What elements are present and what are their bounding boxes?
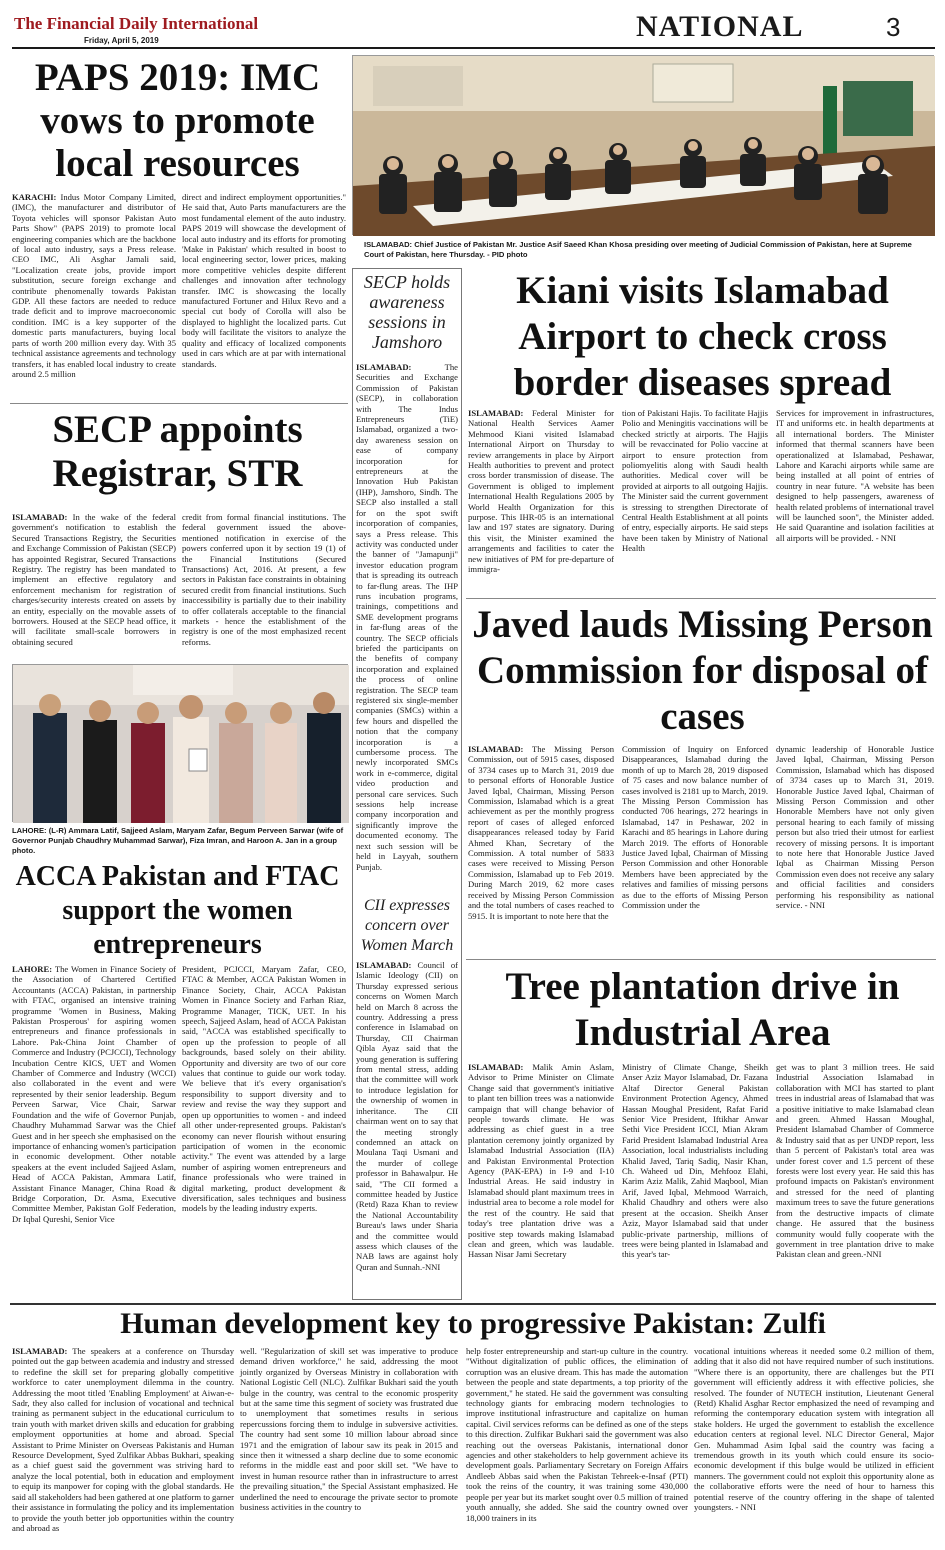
article-tree-col1 — [468, 1062, 614, 1300]
article-text: Ministry of Climate Change, Sheikh Anser Aziz Mayor Islamabad, Dr. Fazana Altaf Director General Pakistan Environment Protection Agency, Ahmed Hassan Moughal President, Rafat Farid Senior Vice President, Iftikhar Anwar Sethi Vice President ICCI, Mian Akram Farid President Islamabad Industrial Area Association, local industrialists including Khalid Javed, Tariq Sadiq, Nasir Khan, Ch. Waheed ud Din, Mehfooz Elahi, Karim Aziz Malik, Zahid Maqbool, Mian Arif, Javed Iqbal, Mehmood Warraich, Khalid Chaudhry and others were also present at the occasion. Sheikh Anser Aziz, Mayor Islamabad said that under public-private partnership, millions of trees were being planted in Islamabad and this year's tar- — [622, 1062, 768, 1260]
dateline: ISLAMABAD: — [468, 408, 524, 418]
article-zulfi-col4 — [694, 1346, 934, 1544]
article-tree-col3 — [776, 1062, 934, 1300]
article-text: Federal Minister for National Health Services Aamer Mehmood Kiani visited Islamabad International Airport on Thursday to review arrangements in place by Airport Health authorities to prevent and protect cross border transmission of disease. The Government is obliged to implement International Health Regulations 2005 by World Health Organization for this purpose. This IHR-05 is an international law and 197 states are signatory. During this visit, the Minister examined the arrangements and facilities to cater the new initiatives of PM for pre-departure of immigra- — [468, 408, 614, 575]
article-cii — [356, 960, 458, 1296]
headline-kiani: Kiani visits Islamabad Airport to check cross border diseases spread — [513, 269, 892, 404]
article-zulfi-col2 — [240, 1346, 458, 1544]
page-number: 3 — [886, 12, 901, 42]
article-paps-col2 — [182, 192, 346, 402]
dateline: ISLAMABAD: — [356, 362, 412, 372]
article-text: Services for improvement in infrastructures, IT and uniforms etc. in health departments at all international borders. The Minister informed that thermal scanners have been operationalized at Islamabad, Peshawar, Lahore and Karachi airports while same are being installed at all point of entries of country in near future. "A website has been designed to help passengers, awareness of health related problems of international travel will be launched soon", the Minister added. He said Quarantine and isolation facilities at all airports will be provided. - NNI — [776, 408, 934, 543]
article-kiani-col1 — [468, 408, 614, 596]
article-tree-col2 — [622, 1062, 768, 1300]
article-acca-col2 — [182, 964, 346, 1300]
headline-javed: Javed lauds Missing Person Commission for disposal of cases — [472, 603, 933, 738]
photo-acca-group — [12, 664, 348, 822]
headline-tree: Tree plantation drive in Industrial Area — [505, 965, 900, 1054]
divider — [466, 598, 936, 599]
article-secp-jamshoro — [356, 362, 458, 872]
dateline: ISLAMABAD: — [468, 744, 524, 754]
caption-judicial-commission: ISLAMABAD: Chief Justice of Pakistan Mr. Justice Asif Saeed Khan Khosa presiding over meeting of Judicial Commission of Pakistan, here at Supreme Court of Pakistan, here Thursday. - PID photo — [364, 240, 912, 259]
article-text: President, PCJCCI, Maryam Zafar, CEO, FTAC & Member, ACCA Pakistan Women in Finance Society, Chair, ACCA Pakistan Women in Finance Society and Farhan Riaz, Programme Manager, TICK, UET. In his speech, Sajjeed Aslam, head of ACCA Pakistan said, "ACCA was established specifically to open up the profession to people of all backgrounds, based solely on their ability. Opportunity and diversity are two of our core values that continue to guide our work today. We believe that it's every organisation's responsibility to support diversity and to review and revise the way they support and open up opportunities to women - and indeed all other under-represented groups. Pakistan's economy can never flourish without ensuring participation of women in the economic activity." The event was attended by a large number of aspiring women entrepreneurs and finance professionals who were trained in digital marketing, product development & diversification, sales techniques and business models by the leading industry experts. — [182, 964, 346, 1214]
newspaper-name: The Financial Daily International — [14, 14, 259, 33]
article-text: tion of Pakistani Hajis. To facilitate Hajjis Polio and Meningitis vaccinations will be checked strictly at airports. The Hajjis will be revaccinated for Polio vaccine at airport to ensure protection from poliomyelitis along with Saudi health authorities. Medical cover will be provided at airports to all outgoing Hajjis. The Minister said the current government is stressing to strengthen Directorate of Central Health Establishment at all points of entry, especially airports. He said steps have been taken by Ministry of National Health — [622, 408, 768, 554]
headline-secp-registrar: SECP appoints Registrar, STR — [52, 408, 303, 495]
dateline: ISLAMABAD: — [12, 1346, 68, 1356]
article-kiani-col2 — [622, 408, 768, 596]
group-photo-image — [13, 665, 349, 823]
photo-judicial-commission — [352, 55, 934, 235]
dateline: KARACHI: — [12, 192, 57, 202]
article-text: Council of Islamic Ideology (CII) on Thursday expressed serious concerns on Women March held on March 8 across the country. Addressing a press conference in Islamabad on Thursday, CII Chairman Qibla Ayaz said that the young generation is suffering from mental stress, adding that the committee will work to introduce legislation for the ownership of women in inheritance. The CII chairman went on to say that the meeting strongly condemned an attack on Moulana Taqi Usmani and the murder of college professor in Bahawalpur. He said, "The CII formed a committee headed by Justice (Retd) Raza Khan to review the National Accountability Bureau's laws under Sharia and the committee would assess which clauses of the NAB laws are against holy Quran and Sunnah.-NNI — [356, 960, 458, 1272]
divider — [466, 959, 936, 960]
article-text: Malik Amin Aslam, Advisor to Prime Minister on Climate Change said that government's initiative to plant ten billion trees was a nationwide campaign that will change behavior of people towards climate. He was addressing as chief guest in a tree plantation ceremony jointly organized by Islamabad Industrial Association (IIA) and Pakistan Environmental Protection Agency (PAK-EPA) in I-9 and I-10 Industrial Areas. He said industry in Islamabad should plant maximum trees in industrial area to become a role model for the rest of the country. He said that today's tree plantation drive was a positive step towards making Islamabad clean and green, which was laudable. Hassan Nisar Jami Secretary — [468, 1062, 614, 1260]
dateline: ISLAMABAD: — [356, 960, 412, 970]
article-kiani-col3 — [776, 408, 934, 596]
headline-cii: CII expresses concern over Women March — [360, 897, 454, 954]
article-text: The speakers at a conference on Thursday pointed out the gap between academia and industry and stressed to redefine the skill set for preparing globally competitive workforce to cater unemployment dilemma in the country. Addressing the moot titled 'Enabling Employment' at Aiwan-e-Sadr, they also called for inclusion of vocational and technical training as permanent subject in the educational curriculum to train youth with market driven skills and education for grabbing employment opportunities at home and abroad. Special Assistant to Prime Minister on Overseas Pakistanis and Human Resource Development, Syed Zulfikar Abbas Bukhari, speaking as a chief guest said the government was striving hard to analyze the local potential, both in education and employment to equip its manpower for coping with the global standards. He said all stakeholders had been gathered at one platform to garner their assistance in formulating the policy and its implementation to provide the youth better job opportunities within the country and abroad as — [12, 1346, 234, 1533]
divider — [10, 403, 348, 404]
article-javed-col2 — [622, 744, 768, 956]
article-text: The Women in Finance Society of the Association of Chartered Certified Accountants (ACCA) Pakistan, in partnership with FTAC, organised an intensive training programme 'Women in Business, Making Pakistan Prosperous' for aspiring women entrepreneurs and finance professionals in Lahore. Pak-China Joint Chamber of Commerce and Industry (PCJCCI), Technology Incubation Centre KICS, UET and Women Chamber of Commerce and Industry (WCCI) also collaborated in the event and were represented by their senior leadership. Begum Perveen Sarwar, Vice Chair, Sarwar Foundation and the wife of Governor Punjab, Chaudhry Muhammad Sarwar was the Chief Guest and in her speech she emphasised on the importance of enhancing women's participation in economic development. Other notable speakers at the event included Sajjeed Aslam, Head of ACCA Pakistan, Ammara Latif, Assistant Finance Manager, China Road & Bridge Corporation, Dr. Asma, Executive Committee Member, Pakistan Golf Federation, Dr Iqbal Qureshi, Senior Vice — [12, 964, 176, 1224]
article-text: Commission of Inquiry on Enforced Disappearances, Islamabad during the month of up to March 28, 2019 disposed of 75 cases and now balance number of cases involved is 2181 up to March, 2019. The Missing Person Commission has conducted 706 hearings, 272 hearings in Islamabad, 147 in Peshawar, 202 in Karachi and 85 hearings in Lahore during March 2019. The efforts of Honorable Justice Javed Iqbal, Chairman of Missing Person Commission and other Honorable Members have been appreciated by the relatives and families of missing persons as due to the efforts of Missing Person Commission under the — [622, 744, 768, 911]
headline-zulfi: Human development key to progressive Pakistan: Zulfi — [120, 1307, 826, 1340]
article-zulfi-col3 — [466, 1346, 688, 1544]
dateline: LAHORE: — [12, 964, 53, 974]
article-text: Indus Motor Company Limited, (IMC), the manufacturer and distributor of Toyota vehicles will sponsor Pakistan Auto Parts Show" (PAPS 2019) to promote local engineering companies which are the backbone of local auto industry, says a Press release. CEO IMC, Ali Asghar Jamali said, "Localization create jobs, provide import substitution, secure foreign exchange and contribute phenomenally towards Pakistan GDP. All these factors are needed to reduce trade deficit and to improve macroeconomic condition. IMC is a key supporter of the domestic parts manufacturers, buying local parts of worth 200 million every day. With 35 technical assistance agreements and technology transfers, it has enabled local industry to create around 2.5 million — [12, 192, 176, 379]
article-javed-col1 — [468, 744, 614, 956]
article-secp-registrar-col1 — [12, 512, 176, 660]
article-text: well. "Regularization of skill set was imperative to produce demand driven workforce," he said, addressing the moot jointly organized by Overseas Ministry in collaboration with National Logistic Cell (NLC). Zulfikar Bukhari said the youth bulge in the country, was central to the economic prosperity but at the same time this segment of society was frustrated due to unemployment that sometimes results in serious repercussions forcing them to indulge in subversive activities. The country had sent some 10 million labour abroad since 1971 and the emigration of labour saw its peak in 2015 and since then it witnessed a sharp decline due to some economic reforms in the middle east and poor skill set. "We have to invest in human resource rather than in infrastructure to arrest the prevailing situation," the Special Assistant emphasized. He underlined the need to encourage the private sector to promote business activities in the country to — [240, 1346, 458, 1513]
article-javed-col3 — [776, 744, 934, 956]
divider — [10, 1303, 936, 1305]
meeting-photo-image — [353, 56, 935, 236]
article-text: credit from formal financial institutions. The federal government issued the above-mentioned notification in exercise of the powers conferred upon it by section 19 (1) of the Financial Institutions (Secured Transactions) Act, 2016. At present, a few sectors in Pakistan face constraints in obtaining secured credit from financial institutions. Such inaccessibility is partially due to their inability to offer collaterals acceptable to the financial markets - hence the establishment of the registry is one of the most emphasized recent reforms. — [182, 512, 346, 647]
section-title: NATIONAL — [636, 10, 804, 43]
dateline: ISLAMABAD: — [468, 1062, 524, 1072]
dateline: ISLAMABAD: — [12, 512, 68, 522]
headline-acca: ACCA Pakistan and FTAC support the women entrepreneurs — [15, 861, 340, 960]
article-text: In the wake of the federal government's notification to establish the Secured Transactions Registry, the Securities and Exchange Commission of Pakistan (SECP) has appointed Registrar, Secured Transactions Registry. The registry has been mandated to implement an effective regulatory and enforcement mechanism for registration of charges/security interests created on assets by an entity, especially on the movable assets of borrowers. Housed at the SECP head office, it will facilitate small-scale borrowers in obtaining secured — [12, 512, 176, 647]
article-text: vocational intuitions whereas it needed some 0.2 million of them, adding that it also did not have required number of such institutions. "Where there is an opportunity, there are challenges but the PTI government will efficiently address it with effective policies, she resolved. The founder of NUTECH institution, Lieutenant General (Retd) Khalid Asghar Rector emphasized the need of revamping and reforming the contemporary education system with integration all stake holders. He urged the government to establish the excellence education centers at regional level. NLC Director General, Major Gen. Muhammad Asim Iqbal said the country was facing a tremendous growth in its youth which could ensure its socio-economic development if this bulge would be utilized in efficient manners. The government could not exploit this opportunity alone as the collaborative efforts were the need of hour to harness this potential reserve of the country offering in the shape of talented youngsters. - NNI — [694, 1346, 934, 1513]
headline-secp-jamshoro: SECP holds awareness sessions in Jamshoro — [363, 272, 451, 352]
article-acca-col1 — [12, 964, 176, 1300]
article-text: The Missing Person Commission, out of 5915 cases, disposed of 3734 cases up to March 31, 2019 due to personal efforts of Honorable Justice Javed Iqbal, Chairman, Missing Person Commission, Islamabad which is a great achievement as per the monthly progress report of cases of alleged enforced disappearances released today by Farid Ahmed Khan, Secretary of the Commission. A total number of 5833 cases were received to Missing Person Commission, Islamabad up to Feb 2019. During March 2019, 62 more cases received by Missing Person Commission and the total numbers of cases reached to 5915. It is important to note here that the — [468, 744, 615, 921]
article-paps-col1 — [12, 192, 176, 402]
headline-paps: PAPS 2019: IMC vows to promote local resources — [34, 56, 321, 185]
article-text: get was to plant 3 million trees. He said Industrial Association Islamabad in collaboration with MCI has started to plant trees in industrial areas of Islamabad that was a positive initiative to make Islamabad clean and green. Ahmed Hassan Moughal, President Islamabad Chamber of Commerce & Industry said that as per UNDP report, less than 5 percent of Pakistan's total area was under forest cover and 1.5 percent of these forests were lost every year. He said this has profound impacts on Pakistan's environment and stressed for the need of planting maximum trees to save the future generations from the destructive impacts of climate change. He assured that the business community would fully cooperate with the government in tree plantation drive to make Pakistan clean and green.-NNI — [776, 1062, 934, 1260]
caption-acca-group: LAHORE: (L-R) Ammara Latif, Sajjeed Aslam, Maryam Zafar, Begum Perveen Sarwar (wife of Governor Punjab Chaudhry Muhammad Sarwar), Fiza Imran, and Haroon A. Jan in a group photo. — [12, 826, 344, 855]
article-text: help foster entrepreneurship and start-up culture in the country. "Without digitalization of public offices, the elimination of corruption was an elusive dream. This has made the automation between the people and state departments, a top priority of the government," he stated. He said the government was consulting technology giants for embracing modern technologies to improve institutional infrastructure and capitalize on human capital. Civil services reforms can be defined as one of the steps to this direction. Zulfikar Bukhari said the government was also reaching out the overseas Pakistanis, international donor agencies and other stakeholders to help government achieve its development goals. Parliamentary Secretary on Foreign Affairs Andleeb Abbas said when the Pakistan Tehreek-e-Insaf (PTI) took the reins of the country, it was training some 430,000 people per year but its market sought over 0.5 million of trained youth annually, she added. She said the country owned over 18,000 trainers in its — [466, 1346, 688, 1523]
article-text: direct and indirect employment opportunities." He said that, Auto Parts manufacturers are the most fundamental element of the auto industry. PAPS 2019 will showcase the development of local auto industry and its efforts for promoting 'Make in Pakistan' which resulted in boost to local engineering sector, lower prices, making more competitive vehicles despite different challenges and innovation after technology transfer. IMC is showcasing the locally manufactured Fortuner and Hilux Revo and a special cut body of Corolla will also be displayed to highlight the localized parts. Cut body will facilitate the visitors to analyze the quality and efficacy of localized components used in cars which are at par with international standards. — [182, 192, 346, 369]
article-text: The Securities and Exchange Commission of Pakistan (SECP), in collaboration with The Indus Entrepreneurs (TiE) Islamabad, organized a two-day awareness session on ease of company incorporation for entrepreneurs at the Innovation Hub Pakistan (IHP), Jamshoro, Sindh. The SECP also installed a stall for on the spot swift incorporation of companies, says a Press release. This activity was conducted under the banner of "Jamapunji" investor education program that is spreading its outreach to far-flung areas. The IHP runs incubation programs, trainings, competitions and SME development programs in far-flung areas of the country. The SECP officials briefed the participants on the benefits of company incorporation and explained the process of online registration. The SECP team registered six single-member companies (SMCs) within a few hours and dispelled the notion that the company incorporation is a cumbersome process. The newly incorporated SMCs work in e-commerce, digital video production and personal care services. Such sessions help increase company incorporation and significantly improve the documented economy. The next such session will be held in Layyah, southern Punjab. — [356, 362, 458, 872]
masthead-rule — [12, 47, 935, 49]
article-text: dynamic leadership of Honorable Justice Javed Iqbal, Chairman, Missing Person Commission, Islamabad which has disposed of 3734 cases up to March 31, 2019. Honorable Justice Javed Iqbal, Chairman of Missing Person Commission and other Honorable Members have not only given personal hearing to each family of missing person but also tried their utmost for earliest recovery of missing persons. It is important to note here that Honorable Justice Javed Iqbal as Chairman Missing Person Commission even does not receive any salary and official facilities and considers performing his responsibility as national service. - NNI — [776, 744, 934, 911]
issue-date: Friday, April 5, 2019 — [84, 36, 159, 45]
article-secp-registrar-col2 — [182, 512, 346, 660]
article-zulfi-col1 — [12, 1346, 234, 1544]
